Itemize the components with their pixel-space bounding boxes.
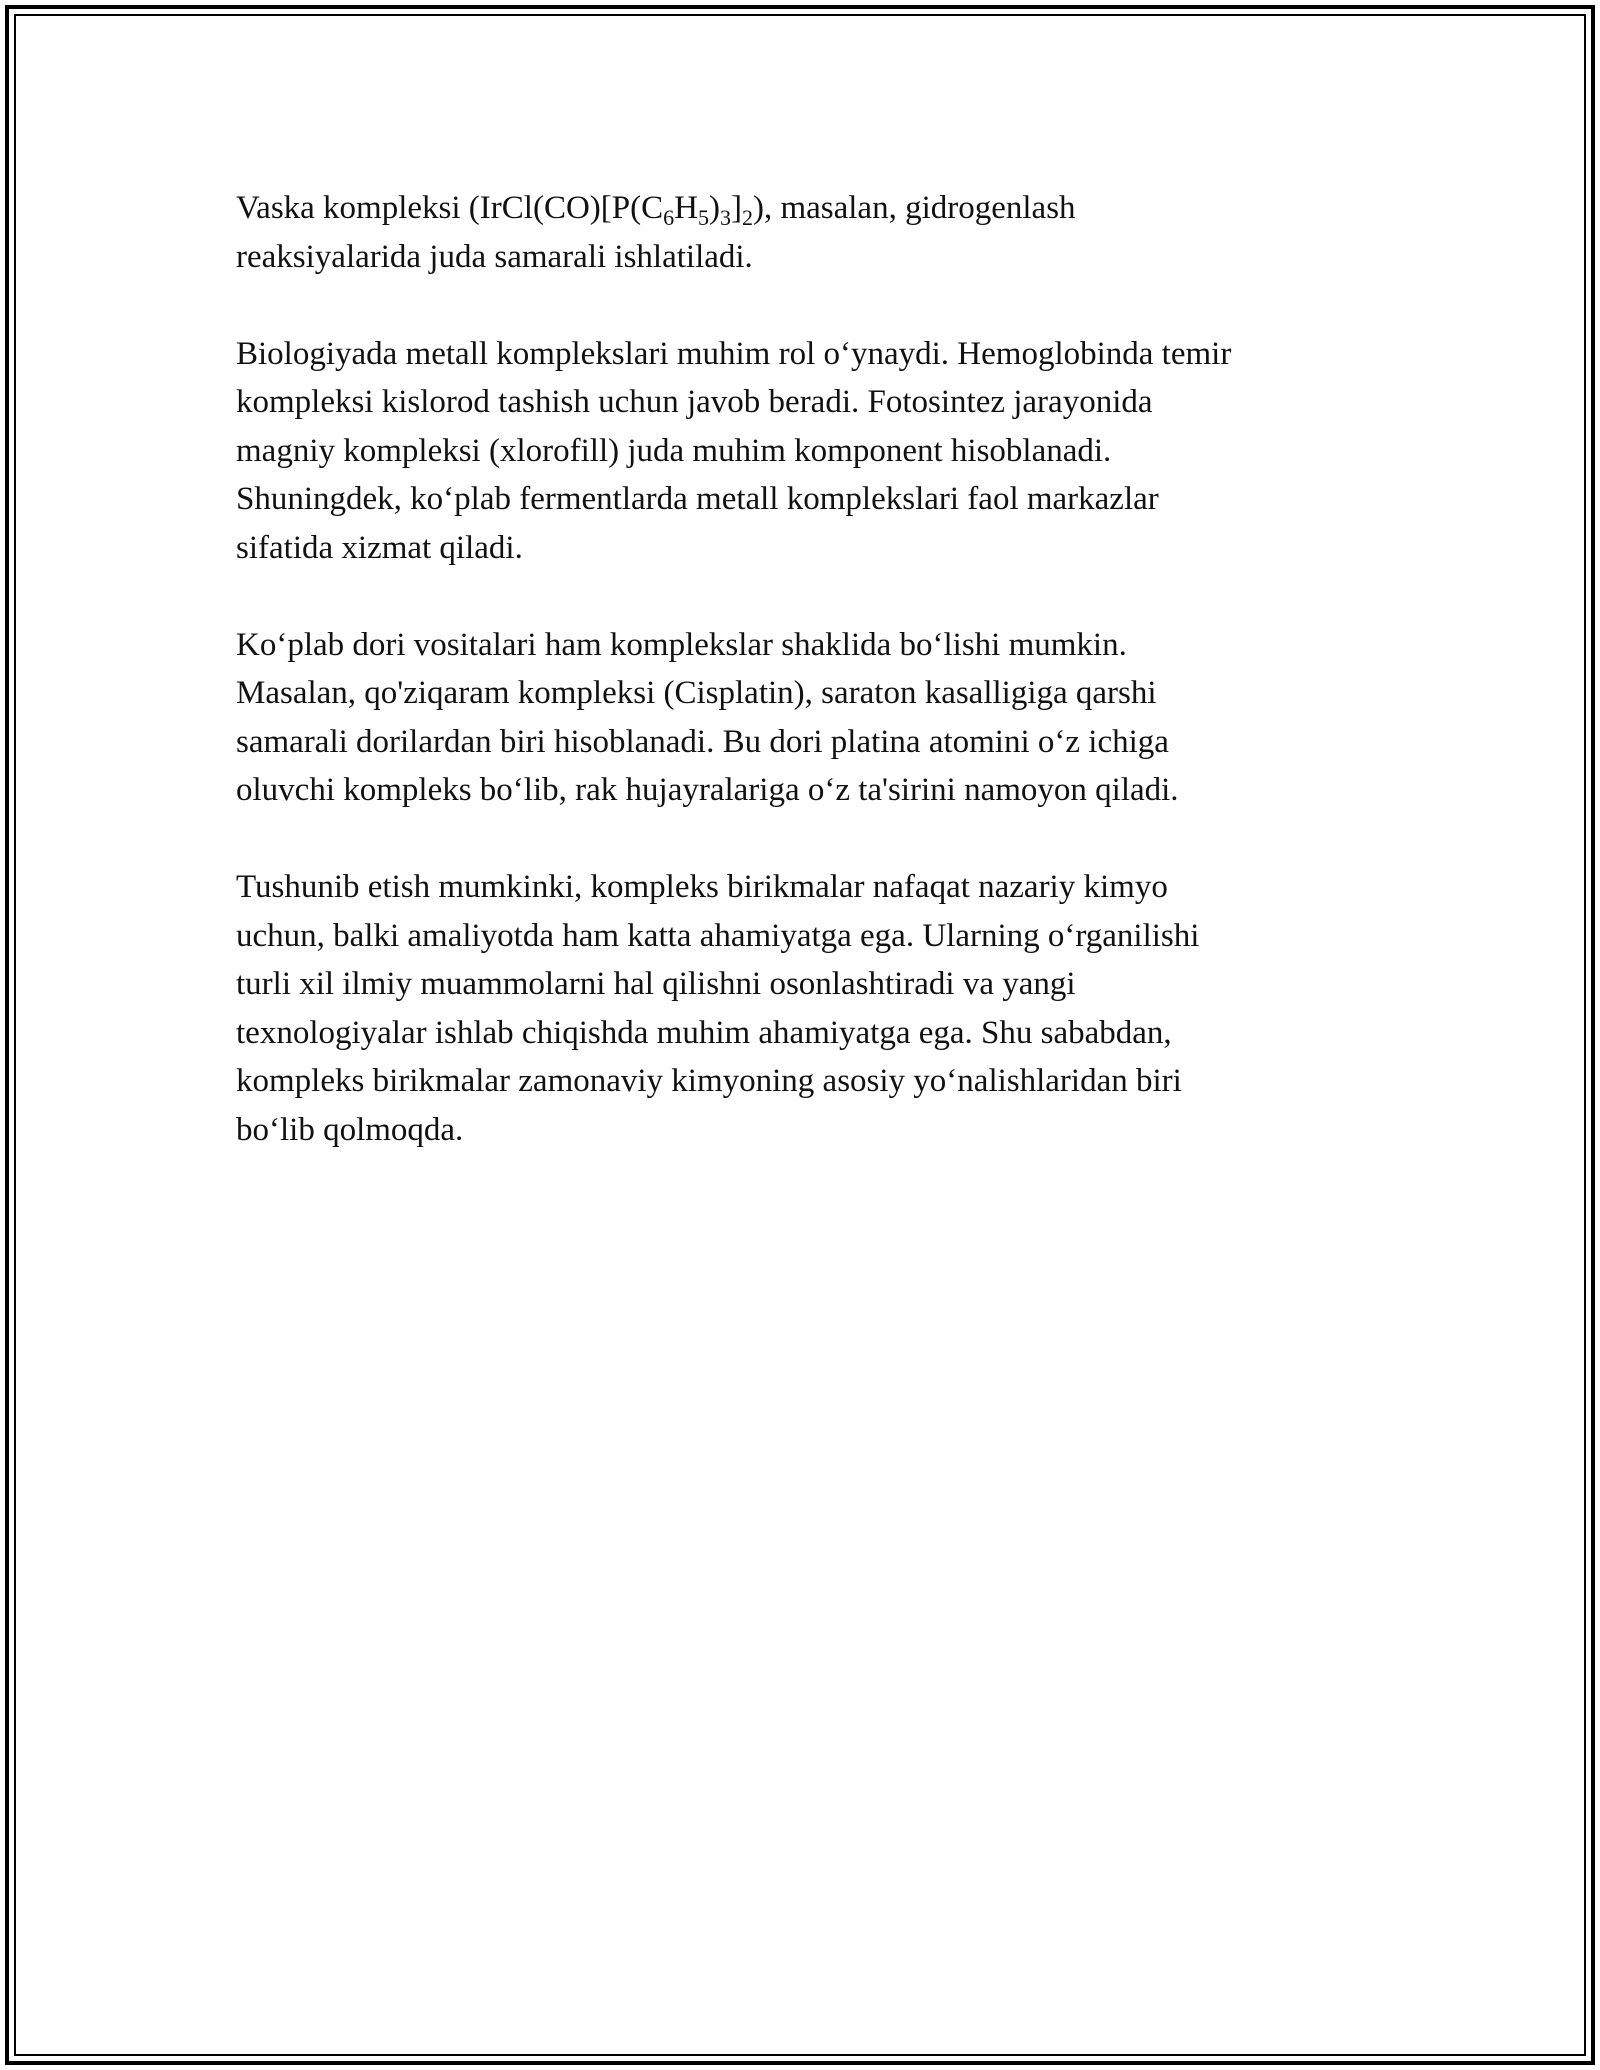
formula-text: ) <box>708 190 720 226</box>
text-line: oluvchi kompleks boʻlib, rak hujayralariga oʻz ta'sirini namoyon qiladi. <box>236 772 1179 808</box>
text-line: sifatida xizmat qiladi. <box>236 529 523 566</box>
page-content <box>236 184 1376 1203</box>
formula-text-post: ), masalan, gidrogenlash <box>752 190 1076 226</box>
formula-text: ] <box>730 190 742 226</box>
text-line: Tushunib etish mumkinki, kompleks birikmalar nafaqat nazariy kimyo <box>236 869 1168 905</box>
text-line: samarali dorilardan biri hisoblanadi. Bu dori platina atomini oʻz ichiga <box>236 723 1169 760</box>
text-line: reaksiyalarida juda samarali ishlatiladi. <box>236 238 753 275</box>
formula-subscript: 5 <box>697 205 709 230</box>
formula-subscript: 2 <box>741 205 753 230</box>
text-line: kompleks birikmalar zamonaviy kimyoning asosiy yoʻnalishlaridan biri <box>236 1063 1182 1099</box>
text-line: Koʻplab dori vositalari ham komplekslar shaklida boʻlishi mumkin. <box>236 626 1127 663</box>
text-line: uchun, balki amaliyotda ham katta ahamiyatga ega. Ularning oʻrganilishi <box>236 917 1200 954</box>
text-line: texnologiyalar ishlab chiqishda muhim ahamiyatga ega. Shu sababdan, <box>236 1014 1172 1051</box>
formula-subscript: 3 <box>719 205 731 230</box>
paragraph-biology <box>236 330 1376 573</box>
paragraph-medicine <box>236 621 1376 815</box>
paragraph-conclusion <box>236 863 1376 1154</box>
formula-text: H <box>674 190 698 226</box>
text-line: turli xil ilmiy muammolarni hal qilishni osonlashtiradi va yangi <box>236 966 1076 1002</box>
text-line: kompleksi kislorod tashish uchun javob beradi. Fotosintez jarayonida <box>236 384 1153 420</box>
paragraph-vaska-complex <box>236 184 1376 281</box>
formula-subscript: 6 <box>663 205 675 230</box>
formula-text-pre: Vaska kompleksi (IrCl(CO)[P(C <box>236 190 664 226</box>
text-line-formula <box>236 184 1376 233</box>
text-line: Masalan, qo'ziqaram kompleksi (Cisplatin), saraton kasalligiga qarshi <box>236 675 1157 711</box>
text-line: Biologiyada metall komplekslari muhim rol oʻynaydi. Hemoglobinda temir <box>236 335 1232 372</box>
text-line: Shuningdek, koʻplab fermentlarda metall komplekslari faol markazlar <box>236 481 1159 517</box>
text-line: boʻlib qolmoqda. <box>236 1111 464 1148</box>
text-line: magniy kompleksi (xlorofill) juda muhim komponent hisoblanadi. <box>236 432 1112 469</box>
